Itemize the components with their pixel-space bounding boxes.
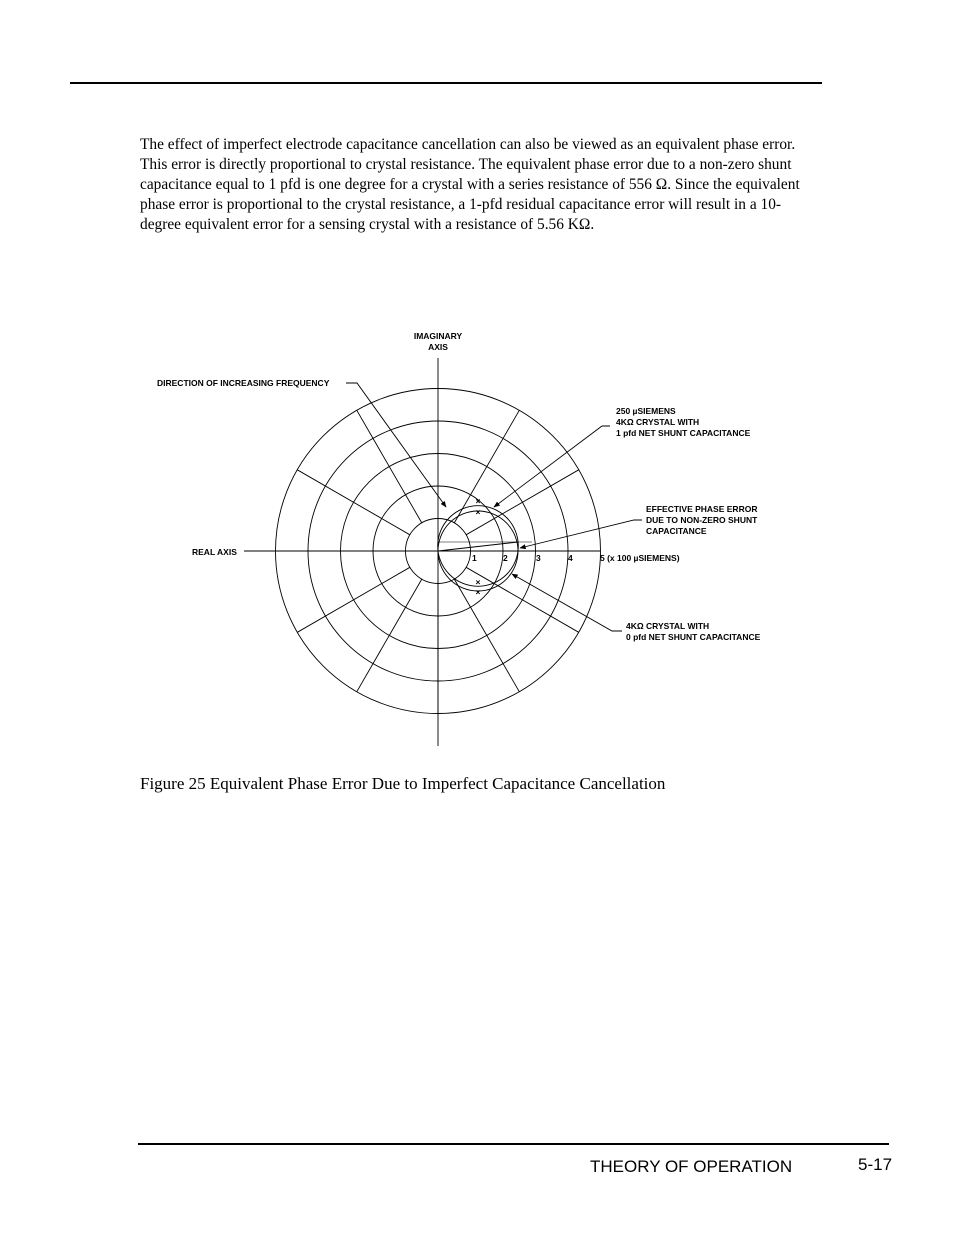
spoke-120 [357, 410, 422, 523]
spoke-210 [297, 567, 410, 632]
body-paragraph: The effect of imperfect electrode capacitance cancellation can also be viewed as an equivalent phase error. This error is directly proportional to crystal resistance. The equivalent phase error due to a non-zero shunt capacitance equal to 1 pfd is one degree for a crystal with a series resistance of 556 Ω. Since the equivalent phase error is proportional to the crystal resistance, a 1-pfd residual capacitance error will result in a 10-degree equivalent error for a sensing crystal with a resistance of 5.56 KΩ. [140, 136, 800, 233]
direction-label: DIRECTION OF INCREASING FREQUENCY [157, 378, 330, 388]
phase-error-label-1: EFFECTIVE PHASE ERROR [646, 504, 758, 514]
imaginary-axis-label-2: AXIS [428, 342, 448, 352]
phase-error-label-2: DUE TO NON-ZERO SHUNT [646, 515, 758, 525]
spoke-30 [466, 470, 579, 535]
real-axis-label: REAL AXIS [192, 547, 237, 557]
spoke-150 [297, 470, 410, 535]
footer-section-title: THEORY OF OPERATION [590, 1157, 793, 1176]
spoke-300 [454, 579, 519, 692]
spoke-60 [454, 410, 519, 523]
tick-label-1: 1 [472, 553, 477, 563]
figure-caption: Figure 25 Equivalent Phase Error Due to Imperfect Capacitance Cancellation [140, 774, 666, 793]
direction-leader [346, 383, 446, 507]
spoke-330 [466, 567, 579, 632]
crystal1-leader [494, 426, 610, 507]
footer-page-number: 5-17 [858, 1155, 893, 1174]
marker-x-3: × [475, 577, 481, 587]
tick-label-3: 3 [536, 553, 541, 563]
imaginary-axis-label-1: IMAGINARY [413, 331, 463, 341]
phase-error-leader [520, 520, 642, 548]
phase-error-line [438, 542, 518, 551]
marker-x-2: × [475, 507, 481, 517]
phase-error-label-3: CAPACITANCE [646, 526, 707, 536]
crystal1-label-2: 4KΩ CRYSTAL WITH [616, 417, 700, 427]
marker-x-4: × [475, 587, 481, 597]
tick-label-2: 2 [503, 553, 508, 563]
tick-label-5: 5 (x 100 µSIEMENS) [600, 553, 680, 563]
tick-label-4: 4 [568, 553, 573, 563]
crystal1-label-1: 250 µSIEMENS [616, 406, 676, 416]
crystal0-label-1: 4KΩ CRYSTAL WITH [626, 621, 710, 631]
crystal0-label-2: 0 pfd NET SHUNT CAPACITANCE [626, 632, 761, 642]
crystal1-label-3: 1 pfd NET SHUNT CAPACITANCE [616, 428, 751, 438]
spoke-240 [357, 579, 422, 692]
crystal0-leader [512, 574, 622, 631]
marker-x-1: × [475, 496, 481, 506]
footer-rule [138, 1143, 889, 1145]
